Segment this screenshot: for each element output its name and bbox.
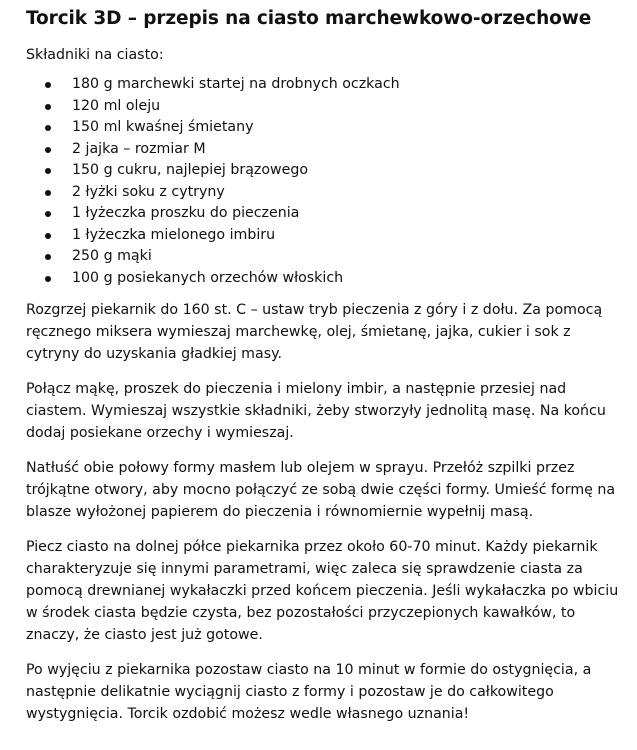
ingredient-item [26, 74, 623, 96]
step-paragraph-bake: Piecz ciasto na dolnej półce piekarnika przez około 60-70 minut. Każdy piekarnik charakteryzuje się innymi parametrami, więc zaleca się sprawdzenie ciasta za pomocą drewnianej wykałaczki przed końcem pieczenia. Jeśli wykałaczka po wbiciu w środek ciasta będzie czysta, bez pozostałości przyczepionych kawałków, to znaczy, że ciasto jest już gotowe. [26, 539, 619, 643]
bullet-icon [45, 147, 51, 153]
ingredient-text: 2 jajka – rozmiar M [72, 140, 206, 157]
ingredient-item [26, 139, 623, 161]
step-paragraph-preheat: Rozgrzej piekarnik do 160 st. C – ustaw tryb pieczenia z góry i z dołu. Za pomocą ręcznego miksera wymieszaj marchewkę, olej, śmietanę, jajka, cukier i sok z cytryny do uzyskania gładkiej masy. [26, 302, 603, 362]
step-paragraph-combine-dry: Połącz mąkę, proszek do pieczenia i mielony imbir, a następnie przesiej nad ciastem. Wymieszaj wszystkie składniki, żeby stworzyły jednolitą masę. Na końcu dodaj posiekane orzechy i wymieszaj. [26, 381, 606, 441]
ingredient-item [26, 225, 623, 247]
bullet-icon [45, 125, 51, 131]
bullet-icon [45, 211, 51, 217]
ingredient-item [26, 96, 623, 118]
bullet-icon [45, 254, 51, 260]
recipe-title: Torcik 3D – przepis na ciasto marchewkowo-orzechowe [26, 8, 592, 29]
bullet-icon [45, 233, 51, 239]
ingredient-text: 1 łyżeczka proszku do pieczenia [72, 205, 300, 221]
bullet-icon [45, 168, 51, 174]
ingredient-text: 1 łyżeczka mielonego imbiru [72, 226, 276, 243]
ingredient-text: 180 g marchewki startej na drobnych oczkach [72, 76, 400, 92]
bullet-icon [45, 276, 51, 282]
step-paragraph-cool: Po wyjęciu z piekarnika pozostaw ciasto na 10 minut w formie do ostygnięcia, a następnie delikatnie wyciągnij ciasto z formy i pozostaw je do całkowitego wystygnięcia. Torcik ozdobić możesz wedle własnego uznania! [26, 662, 592, 722]
ingredient-item [26, 117, 623, 139]
ingredient-text: 250 g mąki [72, 248, 152, 264]
bullet-icon [45, 104, 51, 110]
ingredients-list [26, 74, 623, 289]
ingredient-item [26, 268, 623, 290]
bullet-icon [45, 190, 51, 196]
ingredient-item [26, 160, 623, 182]
ingredient-text: 120 ml oleju [72, 97, 161, 114]
ingredient-text: 150 ml kwaśnej śmietany [72, 119, 254, 135]
ingredient-text: 2 łyżki soku z cytryny [72, 183, 225, 200]
ingredient-text: 100 g posiekanych orzechów włoskich [72, 269, 344, 286]
step-paragraph-prepare-mold: Natłuść obie połowy formy masłem lub olejem w sprayu. Przełóż szpilki przez trójkątne otwory, aby mocno połączyć ze sobą dwie części formy. Umieść formę na blasze wyłożonej papierem do pieczenia i równomiernie wypełnij masą. [26, 460, 616, 520]
ingredient-item [26, 182, 623, 204]
ingredients-heading: Składniki na ciasto: [26, 47, 164, 63]
ingredient-text: 150 g cukru, najlepiej brązowego [72, 162, 309, 178]
ingredient-item [26, 203, 623, 225]
ingredient-item [26, 246, 623, 268]
bullet-icon [45, 82, 51, 88]
